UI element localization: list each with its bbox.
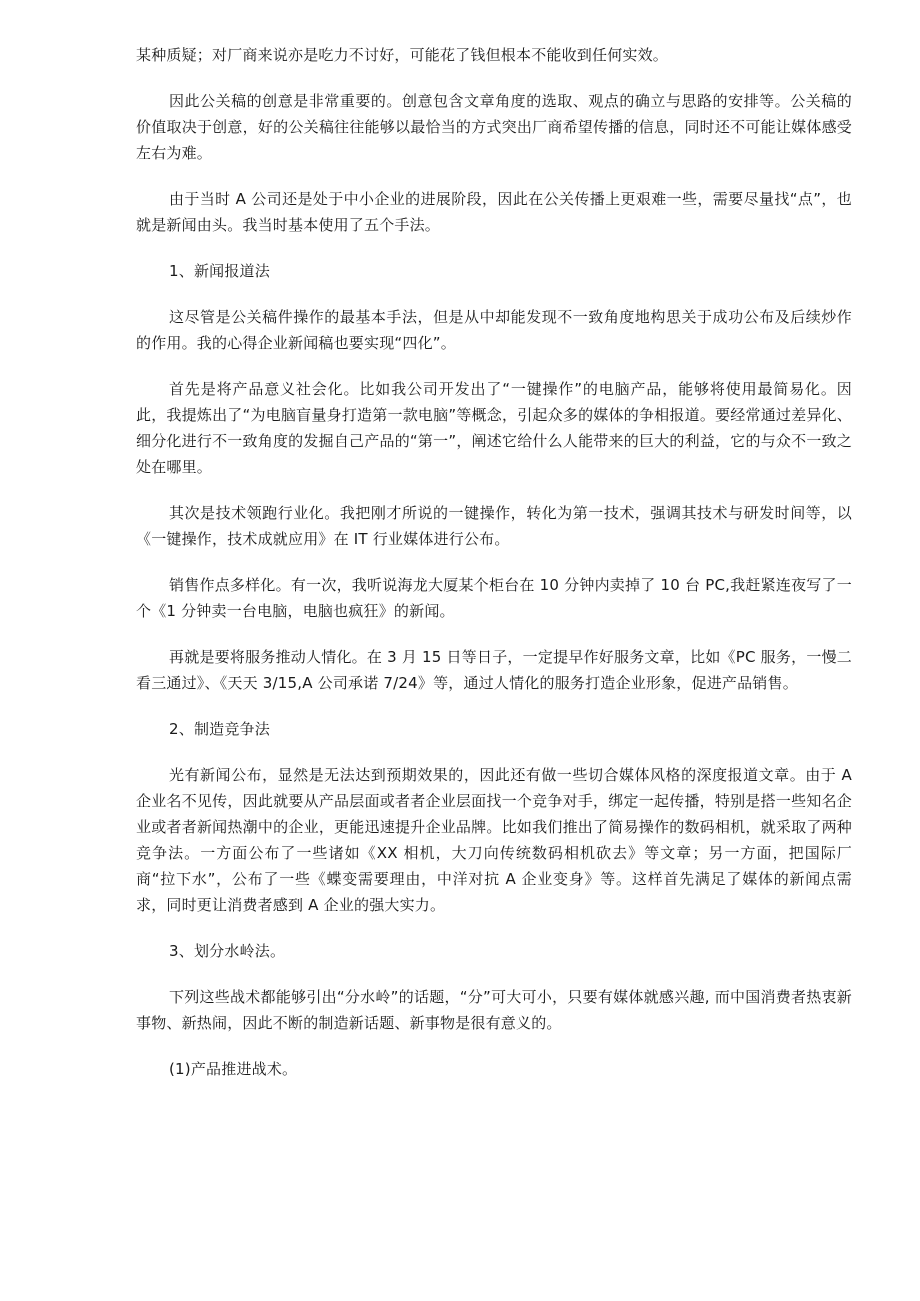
paragraph: 某种质疑；对厂商来说亦是吃力不讨好，可能花了钱但根本不能收到任何实效。 <box>136 46 669 64</box>
paragraph: 首先是将产品意义社会化。比如我公司开发出了“一键操作”的电脑产品，能够将使用最简易化。因此，我提炼出了“为电脑盲量身打造第一款电脑”等概念，引起众多的媒体的争相报道。要经常通过差异化、细分化进行不一致角度的发掘自己产品的“第一”，阐述它给什么人能带来的巨大的利益，它的与众不一致之处在哪里。 <box>136 380 852 476</box>
paragraph: 这尽管是公关稿件操作的最基本手法，但是从中却能发现不一致角度地构思关于成功公布及后续炒作的作用。我的心得企业新闻稿也要实现“四化”。 <box>136 308 852 352</box>
section-heading: 2、制造竞争法 <box>169 720 270 738</box>
paragraph: 光有新闻公布，显然是无法达到预期效果的，因此还有做一些切合媒体风格的深度报道文章。由于 A 企业名不见传，因此就要从产品层面或者者企业层面找一个竞争对手，绑定一起传播，特别是搭一些知名企业或者者新闻热潮中的企业，更能迅速提升企业品牌。比如我们推出了简易操作的数码相机，就采取了两种竞争法。一方面公布了一些诸如《XX 相机，大刀向传统数码相机砍去》等文章；另一方面，把国际厂商“拉下水”，公布了一些《蝶变需要理由，中洋对抗 A 企业变身》等。这样首先满足了媒体的新闻点需求，同时更让消费者感到 A 企业的强大实力。 <box>136 766 852 914</box>
paragraph: 由于当时 A 公司还是处于中小企业的进展阶段，因此在公关传播上更艰难一些，需要尽量找“点”，也就是新闻由头。我当时基本使用了五个手法。 <box>136 190 852 234</box>
document-body <box>136 42 852 1102</box>
paragraph: 其次是技术领跑行业化。我把刚才所说的一键操作，转化为第一技术，强调其技术与研发时间等，以《一键操作，技术成就应用》在 IT 行业媒体进行公布。 <box>136 504 852 548</box>
paragraph: 再就是要将服务推动人情化。在 3 月 15 日等日子，一定提早作好服务文章，比如《PC 服务，一慢二看三通过》、《天天 3/15,A 公司承诺 7/24》等，通过人情化的服务打造企业形象，促进产品销售。 <box>136 648 852 692</box>
paragraph: 销售作点多样化。有一次，我听说海龙大厦某个柜台在 10 分钟内卖掉了 10 台 PC,我赶紧连夜写了一个《1 分钟卖一台电脑，电脑也疯狂》的新闻。 <box>136 576 852 620</box>
section-heading: 3、划分水岭法。 <box>169 942 286 960</box>
paragraph: 下列这些战术都能够引出“分水岭”的话题，“分”可大可小，只要有媒体就感兴趣, 而中国消费者热衷新事物、新热闹，因此不断的制造新话题、新事物是很有意义的。 <box>136 988 852 1032</box>
section-heading: (1)产品推进战术。 <box>169 1060 298 1078</box>
paragraph: 因此公关稿的创意是非常重要的。创意包含文章角度的选取、观点的确立与思路的安排等。公关稿的价值取决于创意，好的公关稿往往能够以最恰当的方式突出厂商希望传播的信息，同时还不可能让媒体感受左右为难。 <box>136 92 852 162</box>
section-heading: 1、新闻报道法 <box>169 262 270 280</box>
